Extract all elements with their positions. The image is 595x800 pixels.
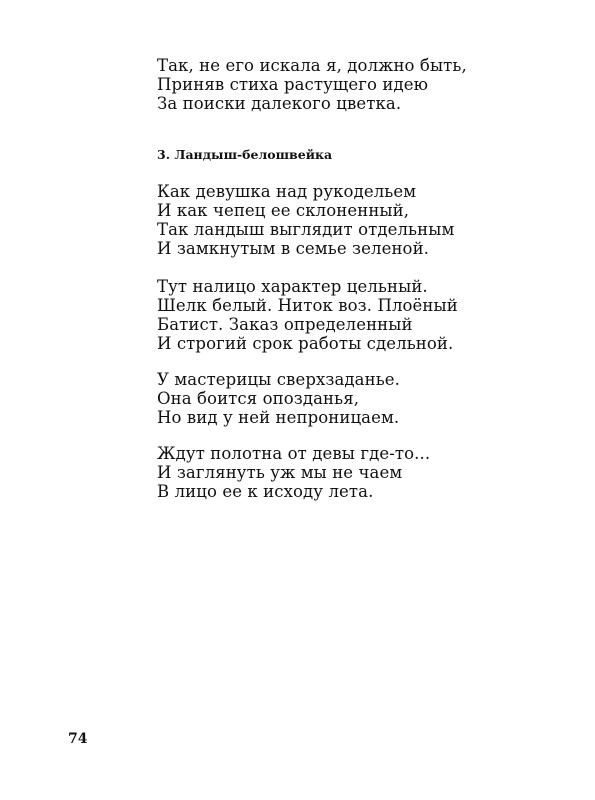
poem-line: И замкнутым в семье зеленой.: [157, 239, 430, 258]
poem-line: Так, не его искала я, должно быть,: [157, 56, 467, 75]
poem-line: Она боится опозданья,: [157, 389, 360, 408]
stanza-4: [157, 444, 430, 501]
poem-line: И заглянуть уж мы не чаем: [157, 463, 403, 482]
poem-line: В лицо ее к исходу лета.: [157, 482, 374, 501]
stanza-2: [157, 277, 458, 353]
poem-line: За поиски далекого цветка.: [157, 94, 402, 113]
poem-line: У мастерицы сверхзаданье.: [157, 370, 401, 389]
poem-line: И строгий срок работы сдельной.: [157, 334, 454, 353]
poem-line: Но вид у ней непроницаем.: [157, 408, 400, 427]
opening-stanza: [157, 56, 467, 113]
section-title: 3. Ландыш-белошвейка: [157, 147, 333, 162]
poem-line: Шелк белый. Ниток воз. Плоёный: [157, 296, 458, 315]
poem-line: Ждут полотна от девы где-то...: [157, 444, 431, 463]
poem-line: Как девушка над рукодельем: [157, 182, 417, 201]
poem-line: Тут налицо характер цельный.: [157, 277, 428, 296]
stanza-1: [157, 182, 454, 258]
poem-line: Приняв стиха растущего идею: [157, 75, 429, 94]
stanza-3: [157, 370, 400, 427]
poem-line: Так ландыш выглядит отдельным: [157, 220, 455, 239]
poem-line: Батист. Заказ определенный: [157, 315, 413, 334]
poem-line: И как чепец ее склоненный,: [157, 201, 410, 220]
page-number: 74: [68, 731, 88, 747]
